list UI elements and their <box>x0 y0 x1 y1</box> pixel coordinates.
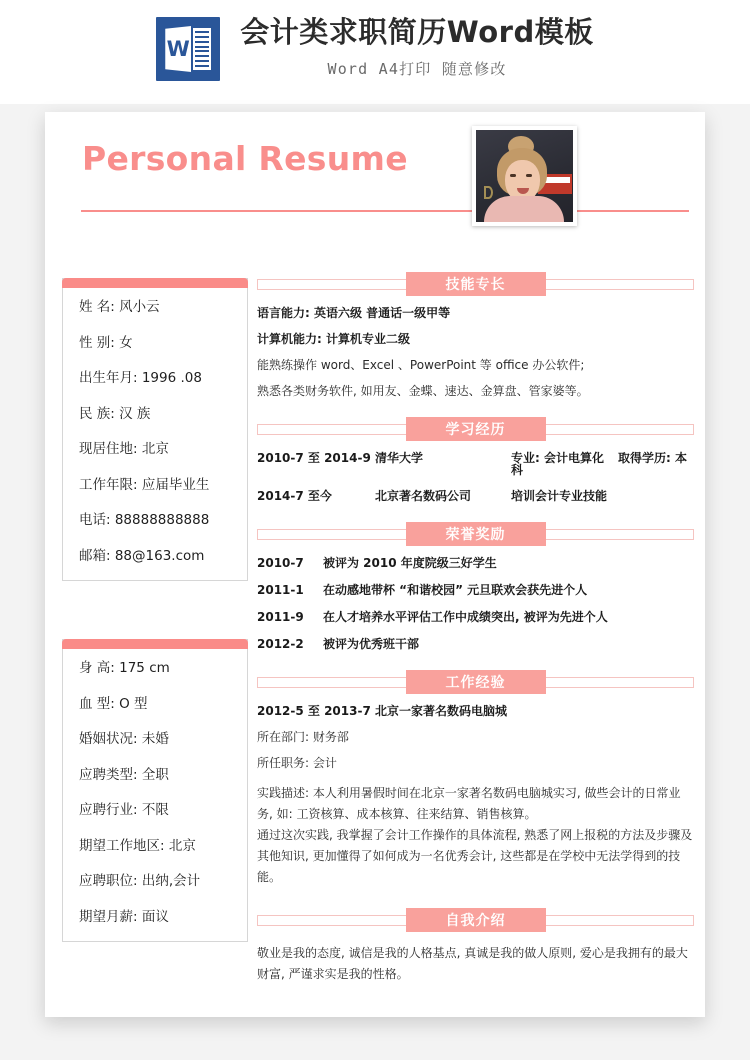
list-item: 期望工作地区: 北京 <box>79 837 196 854</box>
resume-sections <box>257 272 694 1005</box>
banner-title: 会计类求职简历Word模板 <box>240 15 594 49</box>
section-body-education <box>257 452 694 502</box>
list-item: 应聘职位: 出纳,会计 <box>79 873 201 889</box>
award-text: 被评为优秀班干部 <box>323 637 420 651</box>
page-banner <box>0 0 750 104</box>
avatar-image <box>476 130 573 222</box>
job-preference-box <box>62 639 248 942</box>
list-item: 应聘类型: 全职 <box>79 766 169 783</box>
education-org: 清华大学 <box>375 451 424 465</box>
list-item: 姓 名: 风小云 <box>79 299 160 315</box>
award-text: 在人才培养水平评估工作中成绩突出, 被评为先进个人 <box>323 610 608 624</box>
skills-office: 能熟练操作 word、Excel 、PowerPoint 等 office 办公软件; <box>257 358 585 372</box>
section-title: 工作经验 <box>406 670 546 694</box>
education-detail <box>511 452 694 476</box>
word-icon-letter: W <box>166 37 190 61</box>
list-item: 婚姻状况: 未婚 <box>79 731 169 747</box>
word-icon <box>156 17 220 81</box>
section-body-intro <box>257 943 694 985</box>
skills-language: 语言能力: 英语六级 普通话一级甲等 <box>257 306 451 320</box>
education-period: 2010-7 至 2014-9 <box>257 451 371 465</box>
section-header-work <box>257 670 694 694</box>
section-body-work <box>257 705 694 888</box>
list-item: 民 族: 汉 族 <box>79 405 151 422</box>
education-major: 专业: 会计电算化 <box>511 451 604 465</box>
list-item <box>257 638 694 650</box>
award-year: 2011-9 <box>257 610 304 624</box>
section-body-awards <box>257 557 694 650</box>
skills-computer: 计算机能力: 计算机专业二级 <box>257 332 410 346</box>
work-department: 所在部门: 财务部 <box>257 730 349 744</box>
work-position: 所任职务: 会计 <box>257 756 337 770</box>
resume-title: Personal Resume <box>82 139 408 178</box>
education-degree: 取得学历: 本科 <box>511 451 687 477</box>
intro-text: 敬业是我的态度, 诚信是我的人格基点, 真诚是我的做人原则, 爱心是我拥有的最大财富, 严谨求实是我的性格。 <box>257 946 688 981</box>
section-title: 自我介绍 <box>406 908 546 932</box>
list-item <box>257 557 694 569</box>
award-text: 被评为 2010 年度院级三好学生 <box>323 556 497 570</box>
award-year: 2011-1 <box>257 583 304 597</box>
title-divider <box>81 210 689 212</box>
work-period: 2012-5 至 2013-7 <box>257 704 371 718</box>
award-year: 2010-7 <box>257 556 304 570</box>
list-item: 出生年月: 1996 .08 <box>79 370 202 386</box>
table-row <box>257 705 694 717</box>
work-company: 北京一家著名数码电脑城 <box>375 704 508 718</box>
job-preference-list <box>63 649 247 941</box>
list-item <box>257 611 694 623</box>
personal-info-box <box>62 278 248 581</box>
education-org: 北京著名数码公司 <box>375 489 472 503</box>
list-item: 电话: 88888888888 <box>79 512 210 528</box>
banner-inner <box>156 14 593 81</box>
table-row <box>257 452 694 476</box>
skills-finance-software: 熟悉各类财务软件, 如用友、金蝶、速达、金算盘、管家婆等。 <box>257 384 589 398</box>
list-item: 期望月薪: 面议 <box>79 908 169 925</box>
list-item: 邮箱: 88@163.com <box>79 547 205 564</box>
work-description-2: 通过这次实践, 我掌握了会计工作操作的具体流程, 熟悉了网上报税的方法及步骤及其他知识, 更加懂得了如何成为一名优秀会计, 这些都是在学校中无法学得到的技能。 <box>257 828 693 884</box>
award-text: 在动感地带杯 “和谐校园” 元旦联欢会获先进个人 <box>323 583 588 597</box>
section-header-awards <box>257 522 694 546</box>
list-item: 性 别: 女 <box>79 334 133 351</box>
education-detail <box>511 490 694 502</box>
word-icon-lines <box>193 28 211 70</box>
section-header-intro <box>257 908 694 932</box>
education-major: 培训会计专业技能 <box>511 489 608 503</box>
section-title: 学习经历 <box>406 417 546 441</box>
box-cap <box>62 278 248 288</box>
table-row <box>257 490 694 502</box>
section-title: 荣誉奖励 <box>406 522 546 546</box>
banner-subtitle: Word A4打印 随意修改 <box>327 60 507 79</box>
work-description-1: 实践描述: 本人利用暑假时间在北京一家著名数码电脑城实习, 做些会计的日常业务, 如: 工资核算、成本核算、往来结算、销售核算。 <box>257 786 681 821</box>
list-item: 现居住地: 北京 <box>79 441 169 457</box>
list-item <box>257 584 694 596</box>
list-item: 工作年限: 应届毕业生 <box>79 476 210 493</box>
section-body-skills <box>257 307 694 397</box>
section-header-skills <box>257 272 694 296</box>
box-cap <box>62 639 248 649</box>
education-period: 2014-7 至今 <box>257 489 332 503</box>
banner-text <box>240 14 593 79</box>
list-item: 应聘行业: 不限 <box>79 802 169 818</box>
award-year: 2012-2 <box>257 637 304 651</box>
personal-info-list <box>63 288 247 580</box>
resume-sheet <box>45 112 705 1017</box>
section-title: 技能专长 <box>406 272 546 296</box>
avatar <box>472 126 577 226</box>
section-header-education <box>257 417 694 441</box>
list-item: 身 高: 175 cm <box>79 660 170 676</box>
list-item: 血 型: O 型 <box>79 695 148 712</box>
